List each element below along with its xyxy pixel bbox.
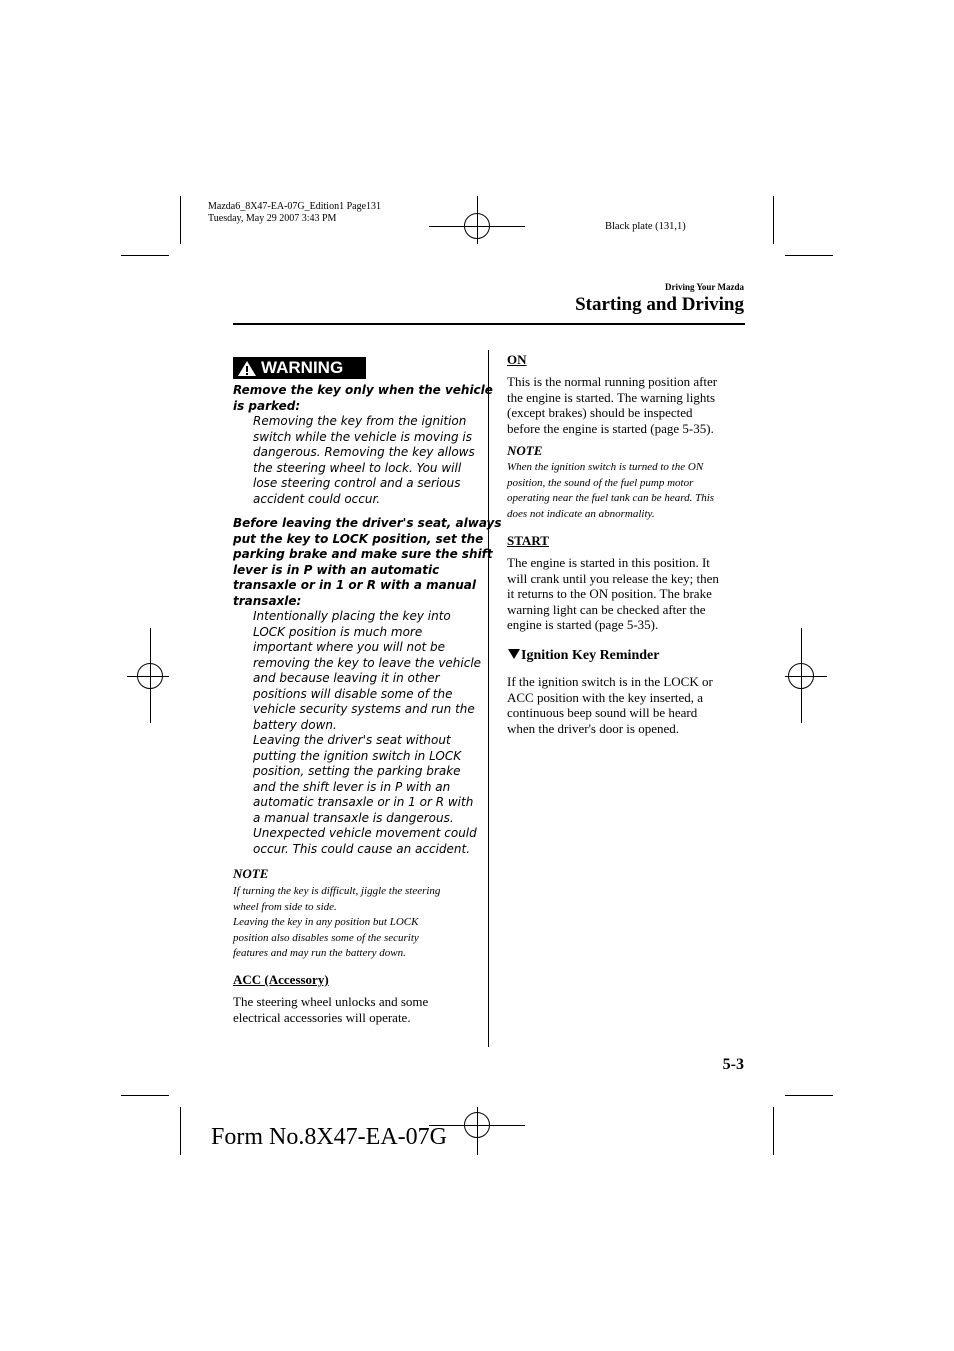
text-line: transaxle: [233,593,302,608]
text-line: Remove the key only when the vehicle [233,383,493,397]
text-line: automatic transaxle or in 1 or R with [253,795,474,809]
warning-2-body [253,609,481,857]
text-line: engine is started (page 5-35). [507,617,659,633]
text-line: and because leaving it in other [253,671,440,685]
text-line: continuous beep sound will be heard [507,705,698,721]
text-line: position, setting the parking brake [253,764,461,778]
text-line: battery down. [253,717,337,732]
column-divider [488,350,489,1047]
on-body [507,374,717,436]
note-2-title: NOTE [507,443,543,458]
start-heading: START [507,533,549,548]
text-line: removing the key to leave the vehicle [253,655,482,670]
text-line: and the shift lever is in P with an [253,779,451,794]
warning-1-heading [233,383,493,414]
text-line: LOCK position is much more [253,624,423,639]
text-line: features and may run the battery down. [233,947,406,959]
text-line: a manual transaxle is dangerous. [253,810,454,825]
text-line: Removing the key from the ignition [253,414,467,428]
header-rule [233,323,745,325]
slug-line-1: Mazda6_8X47-EA-07G_Edition1 Page131 [208,201,382,212]
text-line: important where you will not be [253,640,445,654]
text-line: Unexpected vehicle movement could [253,826,477,840]
on-heading: ON [507,352,527,367]
note-1-title: NOTE [233,866,269,881]
text-line: when the driver's door is opened. [507,720,680,736]
warning-triangle-icon [237,360,257,377]
text-line: The steering wheel unlocks and some [233,994,429,1009]
text-line: If the ignition switch is in the LOCK or [507,674,713,689]
acc-heading: ACC (Accessory) [233,972,329,987]
reminder-heading-text: Ignition Key Reminder [521,648,660,663]
note-1-body [233,884,440,962]
form-number: Form No.8X47-EA-07G [211,1124,447,1150]
text-line: If turning the key is difficult, jiggle the steering [233,885,441,897]
text-line: Leaving the key in any position but LOCK [233,916,419,928]
slug-line-2: Tuesday, May 29 2007 3:43 PM [208,213,337,224]
acc-body [233,994,428,1025]
text-line: wheel from side to side. [233,900,337,913]
text-line: Leaving the driver's seat without [253,733,451,747]
text-line: (except brakes) should be inspected [507,405,693,421]
text-line: Before leaving the driver's seat, always [233,516,502,530]
text-line: transaxle or in 1 or R with a manual [233,578,476,592]
text-line: the steering wheel to lock. You will [253,460,462,475]
text-line: ACC position with the key inserted, a [507,689,704,705]
running-head: Driving Your Mazda [664,282,744,292]
text-line: vehicle security systems and run the [253,702,475,716]
text-line: When the ignition switch is turned to the ON [507,461,704,473]
warning-label: WARNING [261,358,344,377]
text-line: position, the sound of the fuel pump motor [507,476,694,489]
text-line: position also disables some of the security [233,931,419,944]
start-body [507,555,719,633]
text-line: put the key to LOCK position, set the [233,531,484,546]
text-line: The engine is started in this position. It [507,555,710,570]
text-line: warning light can be checked after the [507,601,706,617]
text-line: it returns to the ON position. The brake [507,586,712,602]
text-line: will crank until you release the key; then [507,570,719,586]
text-line: before the engine is started (page 5-35). [507,420,714,436]
triangle-down-icon [507,648,521,660]
page-number: 5-3 [722,1056,744,1073]
text-line: Intentionally placing the key into [253,609,451,623]
plate-label: Black plate (131,1) [605,221,686,232]
text-line: does not indicate an abnormality. [507,507,655,520]
note-2-body [507,460,714,522]
text-line: lose steering control and a serious [253,476,461,490]
print-slug [208,201,381,225]
text-line: putting the ignition switch in LOCK [253,748,462,763]
reminder-body [507,674,713,736]
text-line: the engine is started. The warning lights [507,389,716,405]
text-line: switch while the vehicle is moving is [253,429,472,444]
warning-badge [233,357,366,379]
warning-2-heading [233,516,502,609]
text-line: occur. This could cause an accident. [253,841,471,856]
text-line: lever is in P with an automatic [233,562,440,577]
text-line: This is the normal running position after [507,374,718,389]
warning-1-body [253,414,475,507]
text-line: electrical accessories will operate. [233,1009,411,1025]
text-line: is parked: [233,398,301,413]
text-line: operating near the fuel tank can be heard. This [507,492,715,504]
text-line: accident could occur. [253,491,381,506]
section-title: Starting and Driving [575,294,744,315]
text-line: dangerous. Removing the key allows [253,445,475,459]
text-line: positions will disable some of the [253,686,453,701]
reminder-heading [507,648,659,664]
text-line: parking brake and make sure the shift [233,547,493,561]
